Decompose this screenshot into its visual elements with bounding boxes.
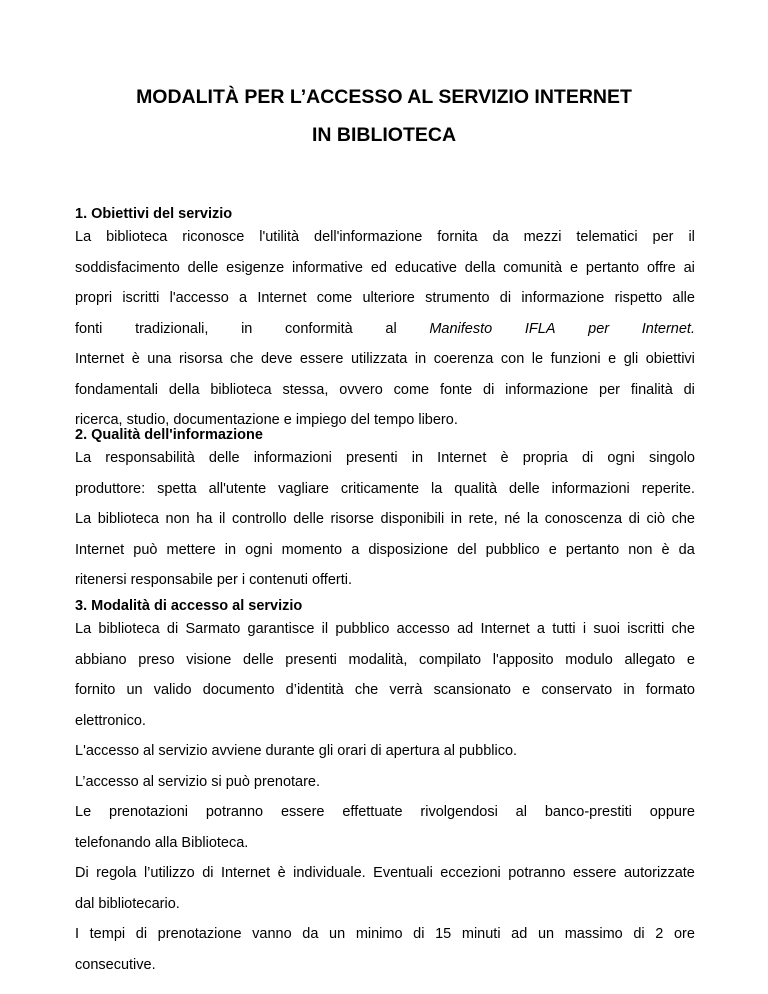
word: strumento bbox=[425, 290, 490, 306]
word: una bbox=[147, 351, 172, 367]
word: disponibili bbox=[380, 511, 445, 527]
word: da bbox=[678, 541, 695, 558]
text-line: consecutive. bbox=[75, 956, 156, 973]
word: Di bbox=[75, 865, 89, 881]
word: l'accesso bbox=[169, 290, 229, 306]
word: IFLA bbox=[524, 320, 556, 337]
word: conoscenza bbox=[544, 511, 623, 527]
section-1-heading: 1. Obiettivi del servizio bbox=[75, 206, 233, 222]
word: singolo bbox=[648, 450, 695, 466]
word: informazioni bbox=[551, 480, 630, 497]
word: telematici bbox=[576, 229, 638, 245]
word: biblioteca bbox=[97, 511, 159, 527]
word: educative bbox=[394, 259, 457, 276]
word: regola bbox=[96, 865, 137, 881]
word: 15 bbox=[435, 926, 452, 942]
word: pertanto bbox=[585, 259, 640, 276]
word: tradizionali, bbox=[135, 320, 209, 337]
text-line: dal bibliotecario. bbox=[75, 895, 180, 912]
word: comunità bbox=[503, 259, 563, 276]
word: propria bbox=[522, 450, 568, 466]
word: Internet bbox=[220, 865, 271, 881]
text-line bbox=[75, 614, 695, 645]
word: La bbox=[75, 229, 92, 245]
word: formato bbox=[645, 682, 695, 698]
word: Internet bbox=[437, 450, 487, 466]
word: della bbox=[168, 381, 200, 398]
word: verrà bbox=[389, 682, 423, 698]
word: di bbox=[483, 381, 495, 398]
word: modulo bbox=[565, 651, 613, 668]
word: di bbox=[166, 621, 179, 637]
word: propri bbox=[75, 290, 113, 306]
text-line bbox=[75, 645, 695, 676]
section-3-heading: 3. Modalità di accesso al servizio bbox=[75, 598, 303, 614]
word: ulteriore bbox=[362, 290, 415, 306]
word: pertanto bbox=[565, 541, 620, 558]
word: come bbox=[316, 290, 353, 306]
word: suoi bbox=[593, 621, 620, 637]
word: ad bbox=[511, 926, 528, 942]
word: 2 bbox=[655, 926, 664, 942]
word: mezzi bbox=[523, 229, 562, 245]
word: conformità bbox=[285, 320, 353, 337]
text-line bbox=[75, 675, 695, 706]
word: per bbox=[588, 320, 610, 337]
word: che bbox=[671, 511, 695, 527]
word: fornita bbox=[437, 229, 478, 245]
word: risorsa bbox=[179, 351, 223, 367]
word: un bbox=[126, 682, 143, 698]
word: il bbox=[321, 621, 329, 637]
word: presenti bbox=[346, 450, 398, 466]
word: presenti bbox=[285, 651, 337, 668]
word: essere bbox=[280, 804, 325, 820]
word: effettuate bbox=[342, 804, 403, 820]
word: Internet bbox=[257, 290, 307, 306]
word: del bbox=[457, 541, 477, 558]
word: individuale. bbox=[293, 865, 366, 881]
word: non bbox=[628, 541, 653, 558]
word: è bbox=[661, 541, 670, 558]
word: potranno bbox=[205, 804, 264, 820]
word: prenotazioni bbox=[109, 804, 188, 820]
word: all'utente bbox=[208, 480, 267, 497]
word: Eventuali bbox=[373, 865, 433, 881]
section-2-heading: 2. Qualità dell'informazione bbox=[75, 427, 263, 443]
word: compilato bbox=[419, 651, 482, 668]
word: documento bbox=[202, 682, 275, 698]
word: che bbox=[671, 621, 695, 637]
word: fonti bbox=[75, 320, 103, 337]
word: funzioni bbox=[550, 351, 601, 367]
word: utilizzata bbox=[350, 351, 408, 367]
word: di bbox=[413, 926, 425, 942]
word: informazione bbox=[521, 290, 605, 306]
word: né bbox=[504, 511, 521, 527]
word: di bbox=[202, 865, 214, 881]
word: informative bbox=[292, 259, 363, 276]
word: visione bbox=[186, 651, 232, 668]
word: delle bbox=[187, 259, 219, 276]
word: valido bbox=[153, 682, 192, 698]
section-3-paragraph bbox=[75, 614, 695, 980]
word: che bbox=[230, 351, 254, 367]
text-line: ritenersi responsabile per i contenuti offerti. bbox=[75, 572, 352, 588]
word: massimo bbox=[564, 926, 623, 942]
word: vanno bbox=[252, 926, 292, 942]
word: alle bbox=[672, 290, 695, 306]
word: criticamente bbox=[340, 480, 420, 497]
text-line bbox=[75, 283, 695, 314]
text-line: elettronico. bbox=[75, 712, 146, 729]
word: I bbox=[75, 926, 80, 942]
word: obiettivi bbox=[645, 351, 695, 367]
word: controllo bbox=[231, 511, 287, 527]
document-title-line1: MODALITÀ PER L’ACCESSO AL SERVIZIO INTERNET bbox=[136, 86, 632, 108]
word: Le bbox=[75, 804, 92, 820]
word: minuti bbox=[461, 926, 501, 942]
word: di bbox=[633, 926, 645, 942]
word: accesso bbox=[396, 621, 450, 637]
word: non bbox=[165, 511, 190, 527]
word: ore bbox=[673, 926, 695, 942]
word: l’utilizzo bbox=[143, 865, 195, 881]
word: rete, bbox=[468, 511, 498, 527]
word: modalità, bbox=[348, 651, 408, 668]
word: tempi bbox=[89, 926, 126, 942]
word: Sarmato bbox=[185, 621, 241, 637]
document-title-line2: IN BIBLIOTECA bbox=[311, 124, 457, 146]
word: scansionato bbox=[433, 682, 511, 698]
word: prenotazione bbox=[157, 926, 242, 942]
word: delle bbox=[243, 651, 274, 668]
word: esigenze bbox=[226, 259, 285, 276]
word: deve bbox=[260, 351, 293, 367]
word: risorse bbox=[330, 511, 374, 527]
word: biblioteca bbox=[106, 229, 168, 245]
word: per bbox=[599, 381, 620, 398]
word: di bbox=[499, 290, 512, 306]
word: spetta bbox=[157, 480, 197, 497]
word: il bbox=[218, 511, 226, 527]
section-2-paragraph bbox=[75, 443, 695, 596]
word: al bbox=[515, 804, 527, 820]
word: rivolgendosi bbox=[420, 804, 498, 820]
word: eccezioni bbox=[440, 865, 501, 881]
word: pubblico bbox=[335, 621, 390, 637]
word: in bbox=[241, 320, 253, 337]
word: autorizzate bbox=[623, 865, 695, 881]
word: essere bbox=[572, 865, 617, 881]
word: d’identità bbox=[285, 682, 344, 698]
word: rispetto bbox=[614, 290, 663, 306]
word: in bbox=[450, 511, 463, 527]
word: ciò bbox=[646, 511, 666, 527]
word: fondamentali bbox=[75, 381, 159, 398]
text-line bbox=[75, 504, 695, 535]
word: le bbox=[531, 351, 544, 367]
word: in bbox=[224, 541, 237, 558]
text-line bbox=[75, 474, 695, 505]
word: ed bbox=[370, 259, 387, 276]
word: a bbox=[351, 541, 360, 558]
word: offre bbox=[646, 259, 676, 276]
word: è bbox=[500, 450, 509, 466]
word: in bbox=[414, 351, 427, 367]
text-line: L’accesso al servizio si può prenotare. bbox=[75, 773, 321, 790]
text-line bbox=[75, 919, 695, 950]
word: a bbox=[536, 621, 545, 637]
word: Internet bbox=[75, 351, 125, 367]
text-line: ricerca, studio, documentazione e impiego del tempo libero. bbox=[75, 412, 458, 428]
text-line bbox=[75, 797, 695, 828]
word: l'apposito bbox=[492, 651, 554, 668]
word: per bbox=[652, 229, 674, 245]
word: stessa, bbox=[282, 381, 329, 398]
word: responsabilità bbox=[105, 450, 195, 466]
word: ogni bbox=[245, 541, 273, 558]
word: Internet bbox=[75, 541, 125, 558]
word: l'utilità bbox=[259, 229, 300, 245]
text-line bbox=[75, 375, 695, 406]
word: biblioteca bbox=[98, 621, 160, 637]
word: essere bbox=[299, 351, 344, 367]
word: coerenza bbox=[433, 351, 494, 367]
word: di bbox=[135, 926, 148, 942]
word: banco-prestiti bbox=[544, 804, 632, 820]
word: garantisce bbox=[247, 621, 315, 637]
word: come bbox=[393, 381, 430, 398]
word: e bbox=[548, 541, 557, 558]
word: La bbox=[75, 450, 92, 466]
word: fonte bbox=[439, 381, 473, 398]
word: al bbox=[385, 320, 397, 337]
word: gli bbox=[623, 351, 639, 367]
word: reperite. bbox=[641, 480, 695, 497]
text-line bbox=[75, 535, 695, 566]
word: mettere bbox=[166, 541, 216, 558]
word: qualità bbox=[454, 480, 498, 497]
word: finalità bbox=[630, 381, 673, 398]
word: potranno bbox=[508, 865, 566, 881]
word: la bbox=[526, 511, 539, 527]
word: e bbox=[522, 682, 531, 698]
word: fornito bbox=[75, 682, 116, 698]
word: abbiano bbox=[75, 651, 127, 668]
text-line bbox=[75, 858, 695, 889]
word: in bbox=[623, 682, 635, 698]
word: La bbox=[75, 621, 92, 637]
word: e bbox=[608, 351, 617, 367]
word: La bbox=[75, 511, 92, 527]
word: disposizione bbox=[368, 541, 449, 558]
text-line bbox=[75, 253, 695, 284]
word: vagliare bbox=[278, 480, 329, 497]
text-line bbox=[75, 443, 695, 474]
word: biblioteca bbox=[210, 381, 272, 398]
word: a bbox=[239, 290, 248, 306]
word: minimo bbox=[355, 926, 403, 942]
word: tutti bbox=[552, 621, 576, 637]
word: da bbox=[492, 229, 509, 245]
word: delle bbox=[208, 450, 240, 466]
text-line bbox=[75, 222, 695, 253]
word: informazione bbox=[505, 381, 589, 398]
word: che bbox=[354, 682, 379, 698]
word: in bbox=[411, 450, 424, 466]
word: Internet. bbox=[641, 320, 695, 337]
text-line: telefonando alla Biblioteca. bbox=[75, 834, 249, 851]
section-1-paragraph bbox=[75, 222, 695, 436]
word: i bbox=[582, 621, 587, 637]
word: e bbox=[686, 651, 695, 668]
word: preso bbox=[138, 651, 175, 668]
word: un bbox=[537, 926, 555, 942]
word: ovvero bbox=[339, 381, 383, 398]
word: iscritti bbox=[627, 621, 665, 637]
word: iscritti bbox=[122, 290, 160, 306]
word: produttore: bbox=[75, 480, 146, 497]
word: Manifesto bbox=[429, 320, 493, 337]
word: soddisfacimento bbox=[75, 259, 180, 276]
word: informazioni bbox=[253, 450, 332, 466]
text-line-with-citation bbox=[75, 314, 695, 345]
word: di bbox=[628, 511, 640, 527]
word: ai bbox=[683, 259, 695, 276]
word: della bbox=[464, 259, 496, 276]
word: riconosce bbox=[182, 229, 245, 245]
word: allegato bbox=[624, 651, 676, 668]
word: delle bbox=[293, 511, 324, 527]
text-line: L'accesso al servizio avviene durante gli orari di apertura al pubblico. bbox=[75, 743, 518, 759]
word: di bbox=[683, 381, 695, 398]
word: un bbox=[329, 926, 346, 942]
word: è bbox=[131, 351, 140, 367]
word: ad bbox=[457, 621, 474, 637]
word: ogni bbox=[607, 450, 635, 466]
word: e bbox=[569, 259, 579, 276]
word: delle bbox=[509, 480, 540, 497]
word: da bbox=[302, 926, 319, 942]
text-line bbox=[75, 344, 695, 375]
word: di bbox=[581, 450, 594, 466]
word: ha bbox=[196, 511, 213, 527]
word: momento bbox=[281, 541, 343, 558]
word: è bbox=[277, 865, 286, 881]
word: oppure bbox=[649, 804, 695, 820]
word: pubblico bbox=[485, 541, 540, 558]
word: Internet bbox=[480, 621, 530, 637]
word: il bbox=[688, 229, 695, 245]
word: dell'informazione bbox=[314, 229, 423, 245]
word: conservato bbox=[541, 682, 613, 698]
word: può bbox=[133, 541, 158, 558]
word: la bbox=[431, 480, 443, 497]
word: con bbox=[500, 351, 525, 367]
